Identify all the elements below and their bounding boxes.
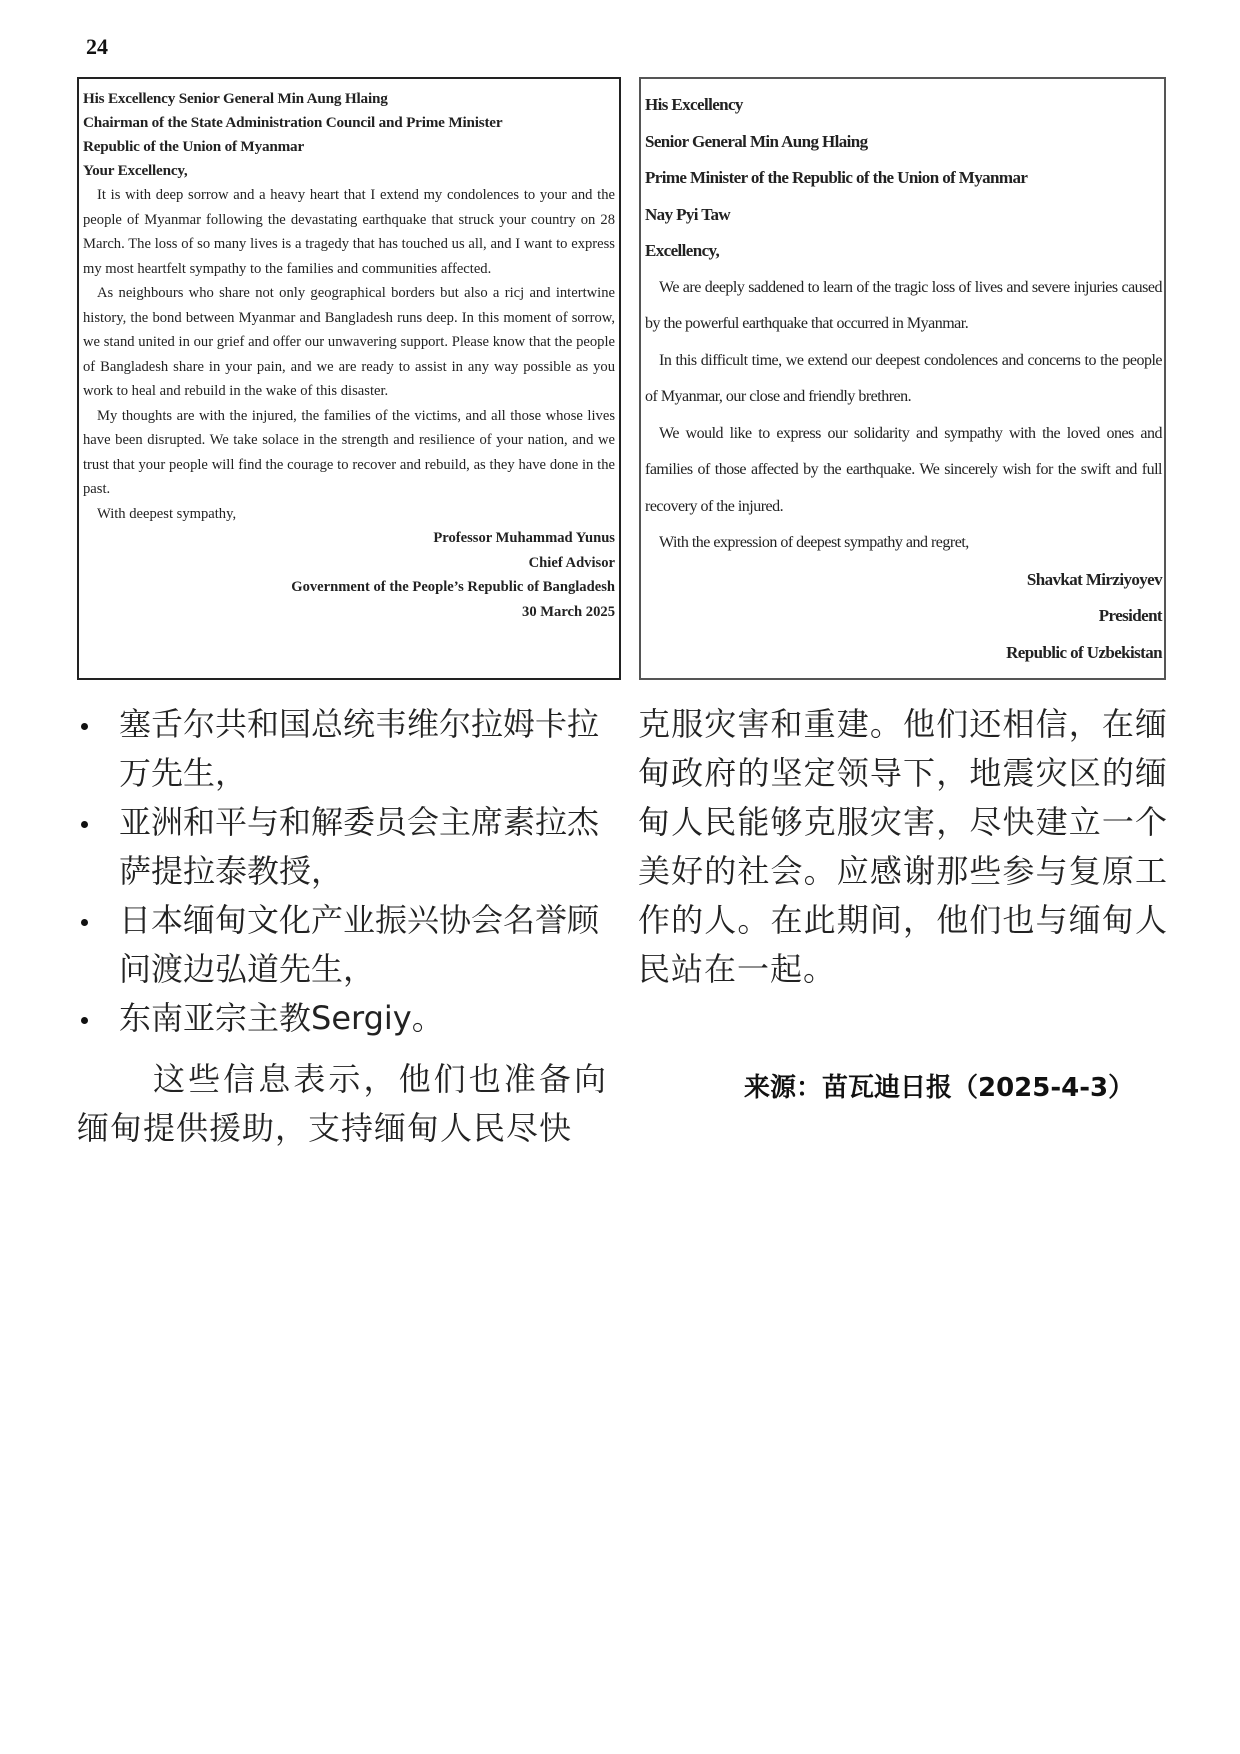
- letter-header-line: His Excellency: [645, 95, 743, 114]
- signature-date: 30 March 2025: [522, 603, 615, 620]
- letter-closing: With the expression of deepest sympathy and regret,: [659, 534, 969, 551]
- signature-name: Shavkat Mirziyoyev: [1026, 569, 1162, 589]
- list-item: 塞舌尔共和国总统韦维尔拉姆卡拉万先生，: [77, 700, 607, 798]
- signature-title: Chief Advisor: [528, 554, 615, 571]
- letter-bangladesh: [77, 77, 621, 680]
- letter-uzbekistan: [639, 77, 1166, 680]
- list-item: 日本缅甸文化产业振兴协会名誉顾问渡边弘道先生，: [77, 896, 607, 994]
- letter-paragraph: We are deeply saddened to learn of the tragic loss of lives and severe injuries caused by the powerful earthquake that occurred in Myanmar.: [645, 278, 1162, 332]
- signature-organization: Government of the People’s Republic of Bangladesh: [291, 579, 615, 595]
- article-paragraph-continued: 克服灾害和重建。他们还相信，在缅甸政府的坚定领导下，地震灾区的缅甸人民能够克服灾害，尽快建立一个美好的社会。应感谢那些参与复原工作的人。在此期间，他们也与缅甸人民站在一起。: [638, 705, 1168, 988]
- signature-organization: Republic of Uzbekistan: [1006, 642, 1162, 662]
- letter-paragraph: In this difficult time, we extend our deepest condolences and concerns to the people of Myanmar, our close and friendly brethren.: [645, 351, 1162, 405]
- message-senders-list: [77, 700, 607, 1043]
- article-column-right: [638, 700, 1168, 994]
- letter-closing: With deepest sympathy,: [97, 505, 237, 522]
- article-column-left: [77, 700, 607, 1153]
- page-number: 24: [86, 34, 108, 59]
- letter-header-line: Senior General Min Aung Hlaing: [645, 131, 868, 151]
- letter-salutation: Your Excellency,: [83, 162, 188, 179]
- letter-paragraph: As neighbours who share not only geographical borders but also a ricj and intertwine history, the bond between Myanmar and Bangladesh runs deep. In this moment of sorrow, we stand united in our grief and offer our unwavering support. Please know that the people of Bangladesh share in your pain, and we are ready to assist in any way possible as you work to heal and rebuild in the wake of this disaster.: [83, 285, 615, 399]
- signature-title: President: [1098, 606, 1162, 625]
- letter-salutation: Excellency,: [645, 241, 720, 260]
- list-item: 东南亚宗主教Sergiy。: [77, 994, 607, 1043]
- signature-name: Professor Muhammad Yunus: [433, 530, 615, 546]
- source-citation: 来源：苗瓦迪日报（2025-4-3）: [744, 1073, 1135, 1103]
- letter-header-line: Nay Pyi Taw: [645, 204, 731, 224]
- letter-header-line: Chairman of the State Administration Council and Prime Minister: [83, 114, 503, 131]
- letter-header-line: His Excellency Senior General Min Aung Hlaing: [83, 90, 388, 107]
- letter-header-line: Prime Minister of the Republic of the Union of Myanmar: [645, 168, 1028, 187]
- letter-paragraph: It is with deep sorrow and a heavy heart that I extend my condolences to your and the people of Myanmar following the devastating earthquake that struck your country on 28 March. The loss of so many lives is a tragedy that has touched us all, and I want to express my most heartfelt sympathy to the families and communities affected.: [83, 187, 615, 277]
- list-item: 亚洲和平与和解委员会主席素拉杰萨提拉泰教授，: [77, 798, 607, 896]
- article-paragraph: 这些信息表示，他们也准备向缅甸提供援助，支持缅甸人民尽快: [77, 1060, 607, 1147]
- letter-paragraph: We would like to express our solidarity and sympathy with the loved ones and families of those affected by the earthquake. We sincerely wish for the swift and full recovery of the injured.: [645, 424, 1162, 515]
- letter-paragraph: My thoughts are with the injured, the families of the victims, and all those whose lives have been disrupted. We take solace in the strength and resilience of your nation, and we trust that your people will find the courage to recover and rebuild, as they have done in the past.: [83, 407, 615, 497]
- letter-header-line: Republic of the Union of Myanmar: [83, 138, 304, 155]
